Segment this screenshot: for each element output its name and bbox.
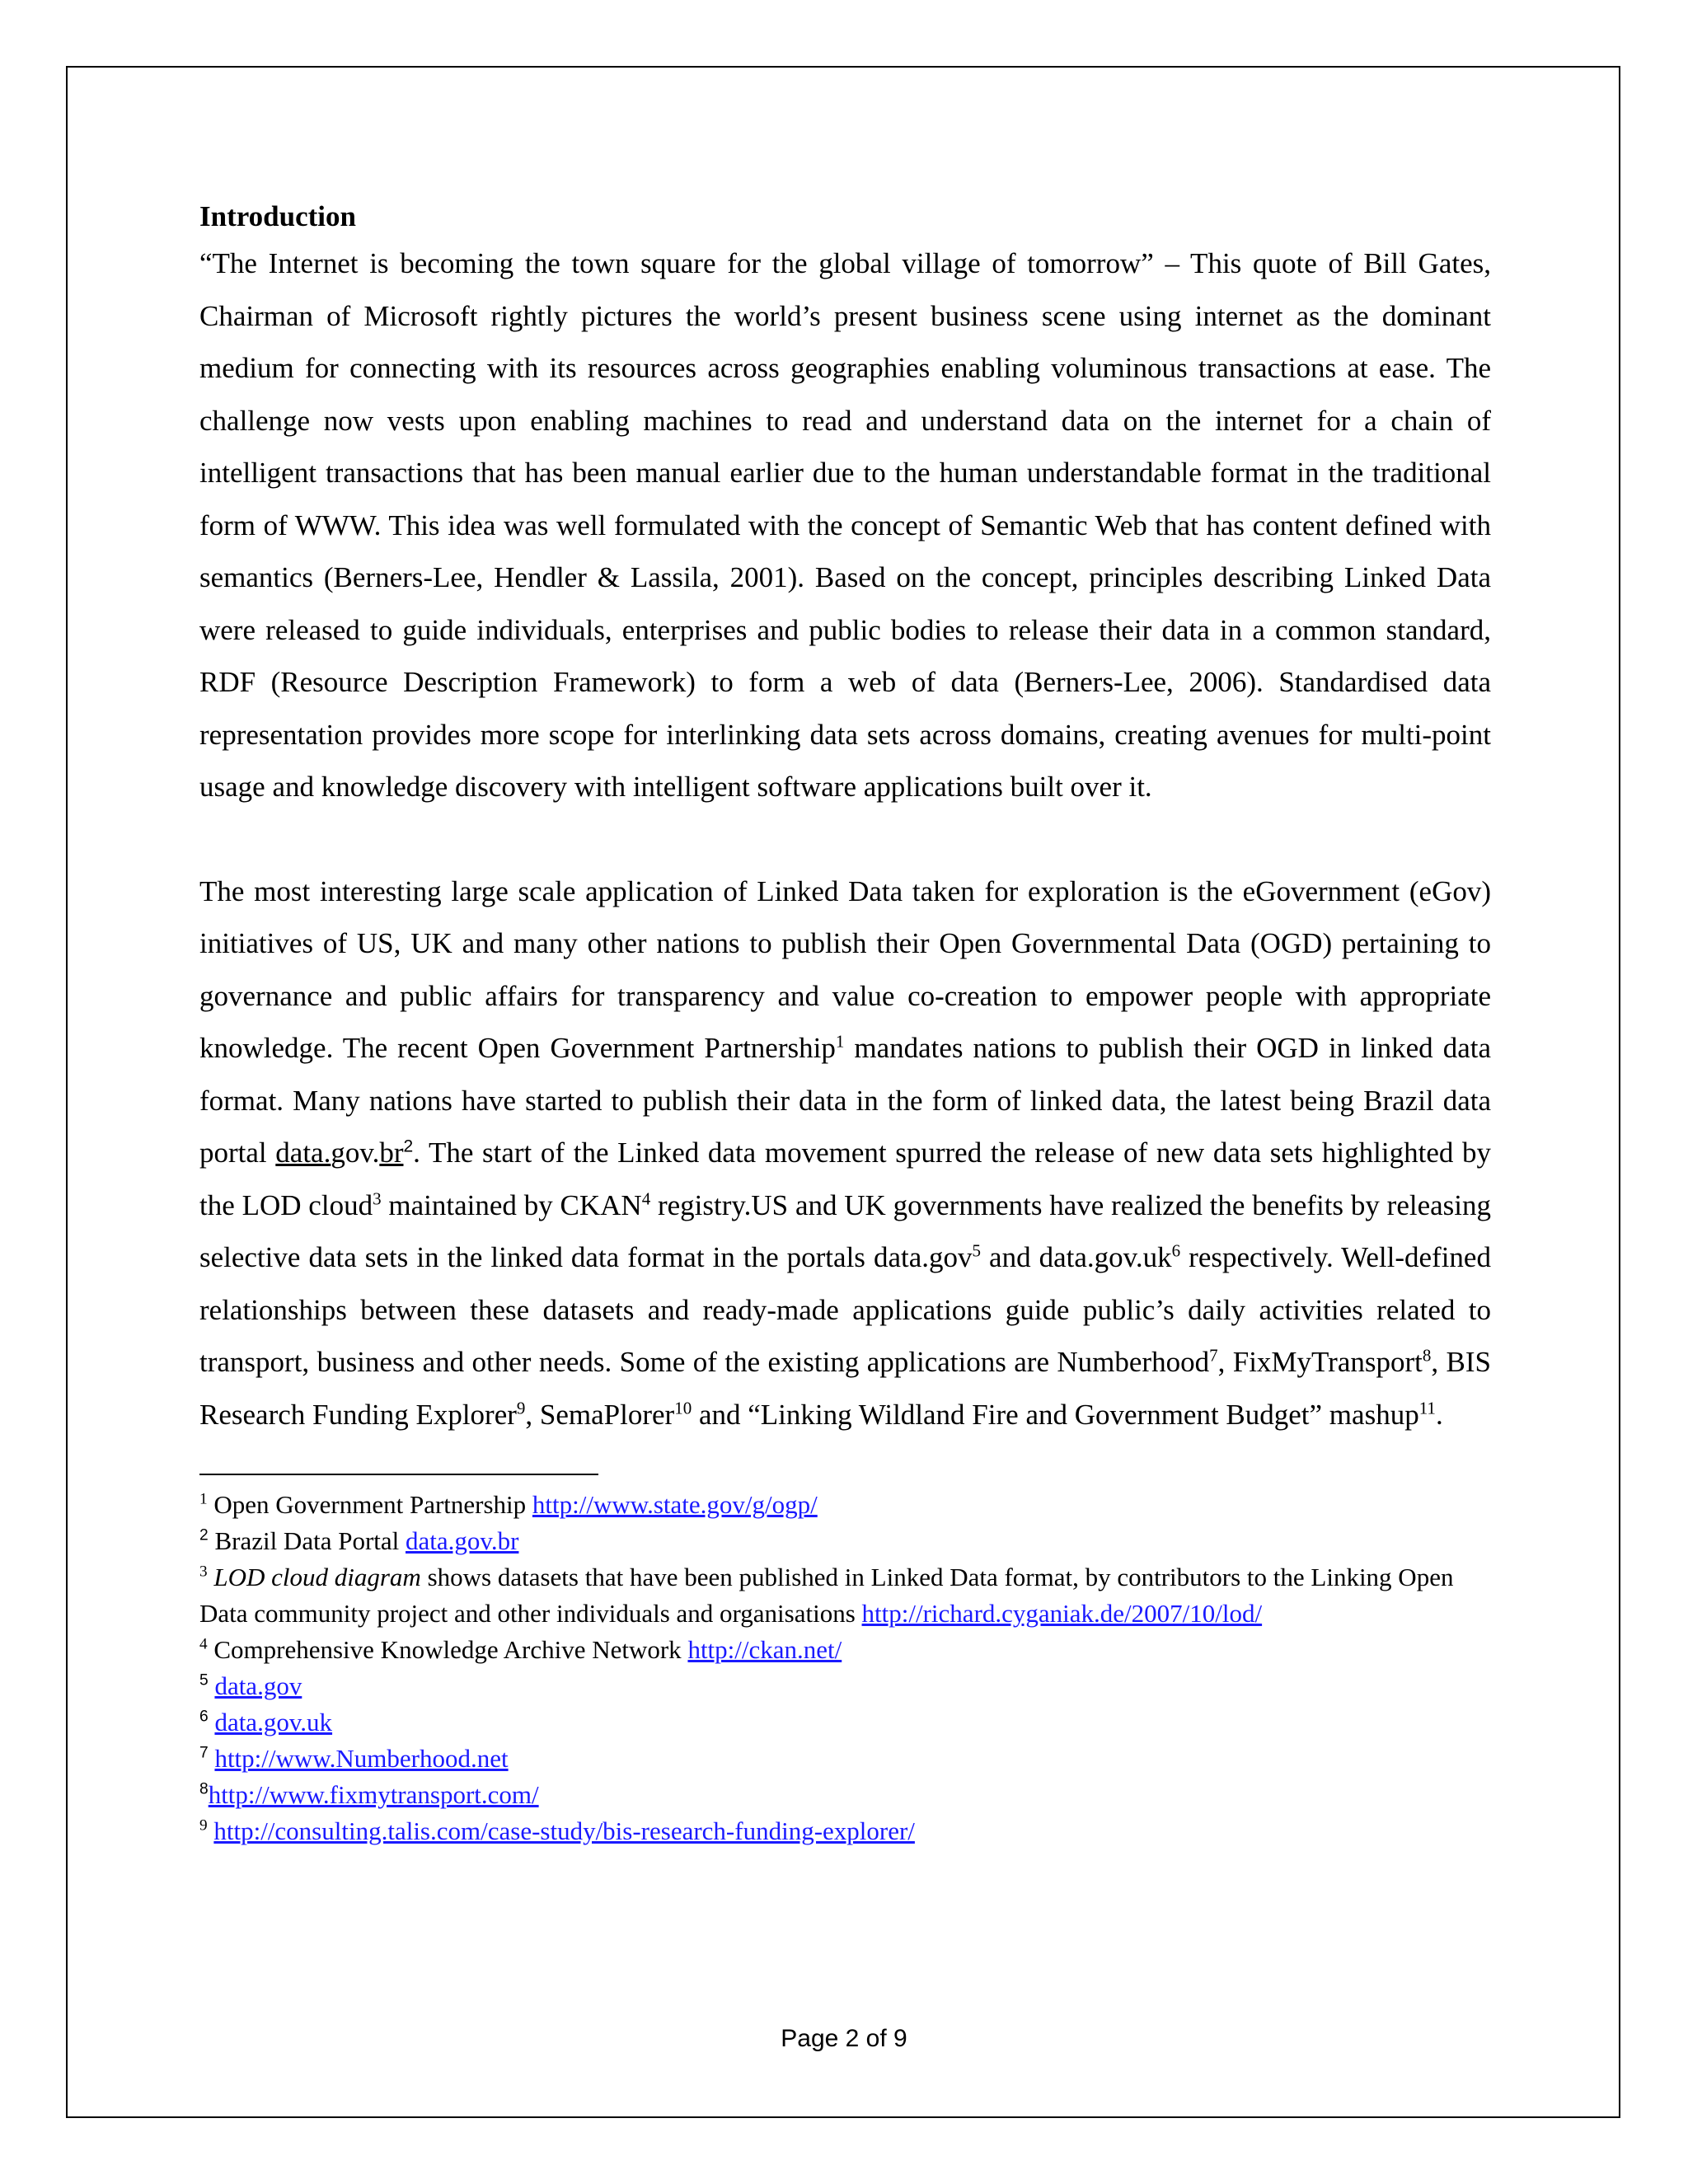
footnote-ref-11[interactable]: 11	[1418, 1397, 1436, 1418]
footnote-1: $^1$ Open Government Partnership http://www.state.gov/g/ogp/	[199, 1490, 818, 1519]
footnote-link-numberhood[interactable]: http://www.Numberhood.net	[214, 1744, 509, 1773]
footnote-3: $^3$ LOD cloud diagram shows datasets that have been published in Linked Data format, by contributors to the Linking Open Data community project and other individuals and organisations http://richard.cyganiak.de/2007/10/lod/	[199, 1563, 1454, 1628]
footnote-ref-9[interactable]: 9	[516, 1397, 526, 1418]
footnote-ref-8[interactable]: 8	[1422, 1345, 1432, 1366]
footnote-ref-7[interactable]: 7	[1209, 1345, 1218, 1366]
footnote-link-data-gov-uk[interactable]: data.gov.uk	[214, 1708, 333, 1736]
footnote-link-data-gov[interactable]: data.gov	[214, 1671, 302, 1700]
footnote-link-ckan[interactable]: http://ckan.net/	[687, 1635, 842, 1664]
paragraph-egov: The most interesting large scale application of Linked Data taken for exploration is the eGovernment (eGov) initiatives of US, UK and many other nations to publish their Open Governmental Data (OGD) pertaining to governance and public affairs for transparency and value co-creation to empower people with appropriate knowledge. The recent Open Government Partnership$^1$ mandates nations to publish their OGD in linked data format. Many nations have started to publish their data in the form of linked data, the latest being Brazil data portal $data.gov.br^2$. The start of the Linked data movement spurred the release of new data sets highlighted by the LOD cloud$^3$ maintained by CKAN$^4$ registry.US and UK governments have realized the benefits by releasing selective data sets in the linked data format in the portals data.gov$^5$ and $data.gov.uk^6$ respectively. Well-defined relationships between these datasets and ready-made applications guide public’s daily activities related to transport, business and other needs. Some of the existing applications are Numberhood$^7$, FixMyTransport$^8$, BIS Research Funding Explorer$^9$, SemaPlorer$^{10}$ and “Linking Wildland Fire and Government Budget” mashup$^{11}$.	[199, 874, 1492, 1431]
footnote-ref-3[interactable]: 3	[373, 1188, 382, 1208]
section-heading: Introduction	[199, 200, 356, 232]
brazil-portal-link-part[interactable]: data.	[275, 1137, 331, 1169]
footnote-link-fixmytransport[interactable]: http://www.fixmytransport.com/	[208, 1780, 539, 1809]
footnote-2: $^2$ Brazil Data Portal data.gov.br	[199, 1526, 519, 1555]
footnote-ref-10[interactable]: 10	[674, 1397, 692, 1418]
footnote-5: $^5$ data.gov	[199, 1671, 302, 1700]
footnote-link-brazil-portal[interactable]: data.gov.br	[406, 1526, 519, 1555]
footnote-link-lod-cloud[interactable]: http://richard.cyganiak.de/2007/10/lod/	[861, 1599, 1263, 1628]
footnote-ref-2[interactable]: 2	[403, 1137, 414, 1156]
footnote-link-bis-explorer[interactable]: http://consulting.talis.com/case-study/bis-research-funding-explorer/	[213, 1816, 915, 1845]
document-body	[199, 196, 1491, 1849]
footnote-ref-5[interactable]: 5	[972, 1240, 981, 1261]
footnote-6: $^6$ data.gov.uk	[199, 1708, 333, 1736]
footnotes	[199, 1474, 1491, 1849]
footnote-8: $^8$http://www.fixmytransport.com/	[199, 1780, 539, 1809]
paragraph-intro: “The Internet is becoming the town square for the global village of tomorrow” – This quote of Bill Gates, Chairman of Microsoft rightly pictures the world’s present business scene using internet as the dominant medium for connecting with its resources across geographies enabling voluminous transactions at ease. The challenge now vests upon enabling machines to read and understand data on the internet for a chain of intelligent transactions that has been manual earlier due to the human understandable format in the traditional form of WWW. This idea was well formulated with the concept of Semantic Web that has content defined with semantics (Berners-Lee, Hendler & Lassila, 2001). Based on the concept, principles describing Linked Data were released to guide individuals, enterprises and public bodies to release their data in a common standard, RDF (Resource Description Framework) to form a web of data (Berners-Lee, 2006). Standardised data representation provides more scope for interlinking data sets across domains, creating avenues for multi-point usage and knowledge discovery with intelligent software applications built over it.	[199, 247, 1491, 803]
footnote-separator	[199, 1474, 598, 1475]
footnote-ref-4[interactable]: 4	[641, 1188, 651, 1208]
footnote-4: $^4$ Comprehensive Knowledge Archive Network http://ckan.net/	[199, 1635, 842, 1664]
page-number: Page 2 of 9	[781, 2025, 907, 2052]
footnote-ref-1[interactable]: 1	[835, 1031, 845, 1052]
footnote-link-ogp[interactable]: http://www.state.gov/g/ogp/	[532, 1490, 818, 1519]
footnote-ref-6[interactable]: 6	[1171, 1240, 1181, 1261]
footnote-9: $^9$ http://consulting.talis.com/case-study/bis-research-funding-explorer/	[199, 1816, 915, 1845]
footnote-7: $^7$ http://www.Numberhood.net	[199, 1744, 509, 1773]
brazil-portal-link-part[interactable]: br	[379, 1137, 404, 1169]
